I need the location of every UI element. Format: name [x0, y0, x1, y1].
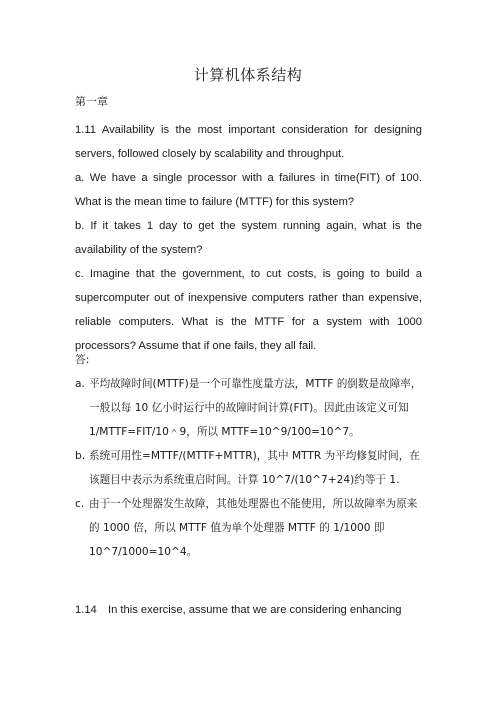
page-title: 计算机体系结构 [193, 66, 303, 84]
answer-text: 系统可用性=MTTF/(MTTF+MTTR)，其中 MTTR 为平均修复时间，在该题目中表示为系统重启时间。计算 10^7/(10^7+24)约等于 1. [89, 450, 420, 486]
question-1-14-intro: 1.14 In this exercise, assume that we are considering enhancing [75, 604, 402, 616]
answer-marker: b. [75, 450, 86, 462]
answer-marker: a. [75, 378, 85, 390]
answer-item-a [75, 372, 425, 444]
answer-text: 平均故障时间(MTTF)是一个可靠性度量方法，MTTF 的倒数是故障率，一般以每 10 亿小时运行中的故障时间计算(FIT)。因此由该定义可知 1/MTTF=FIT/10＾9，所以 MTTF=10^9/100=10^7。 [89, 378, 422, 438]
question-1-11-a: a. We have a single processor with a failures in time(FIT) of 100. What is the mean time to failure (MTTF) for this system? [75, 172, 422, 208]
question-1-11-c: c. Imagine that the government, to cut costs, is going to build a supercomputer out of inexpensive computers rather than expensive, reliable computers. What is the MTTF for a system with 1000 processors? Assume that if one fails, they all fail. [75, 268, 422, 352]
answer-text: 由于一个处理器发生故障，其他处理器也不能使用，所以故障率为原来的 1000 倍，所以 MTTF 值为单个处理器 MTTF 的 1/1000 即 10^7/1000=10^4。 [89, 498, 418, 558]
question-1-11-intro: 1.11 Availability is the most important consideration for designing servers, followed closely by scalability and throughput. [75, 124, 422, 160]
answer-item-b [75, 444, 425, 492]
answer-label: 答: [75, 353, 90, 366]
question-1-11-b: b. If it takes 1 day to get the system running again, what is the availability of the system? [75, 220, 422, 256]
answer-item-c [75, 492, 425, 564]
answer-marker: c. [75, 498, 85, 510]
chapter-heading: 第一章 [75, 95, 108, 108]
